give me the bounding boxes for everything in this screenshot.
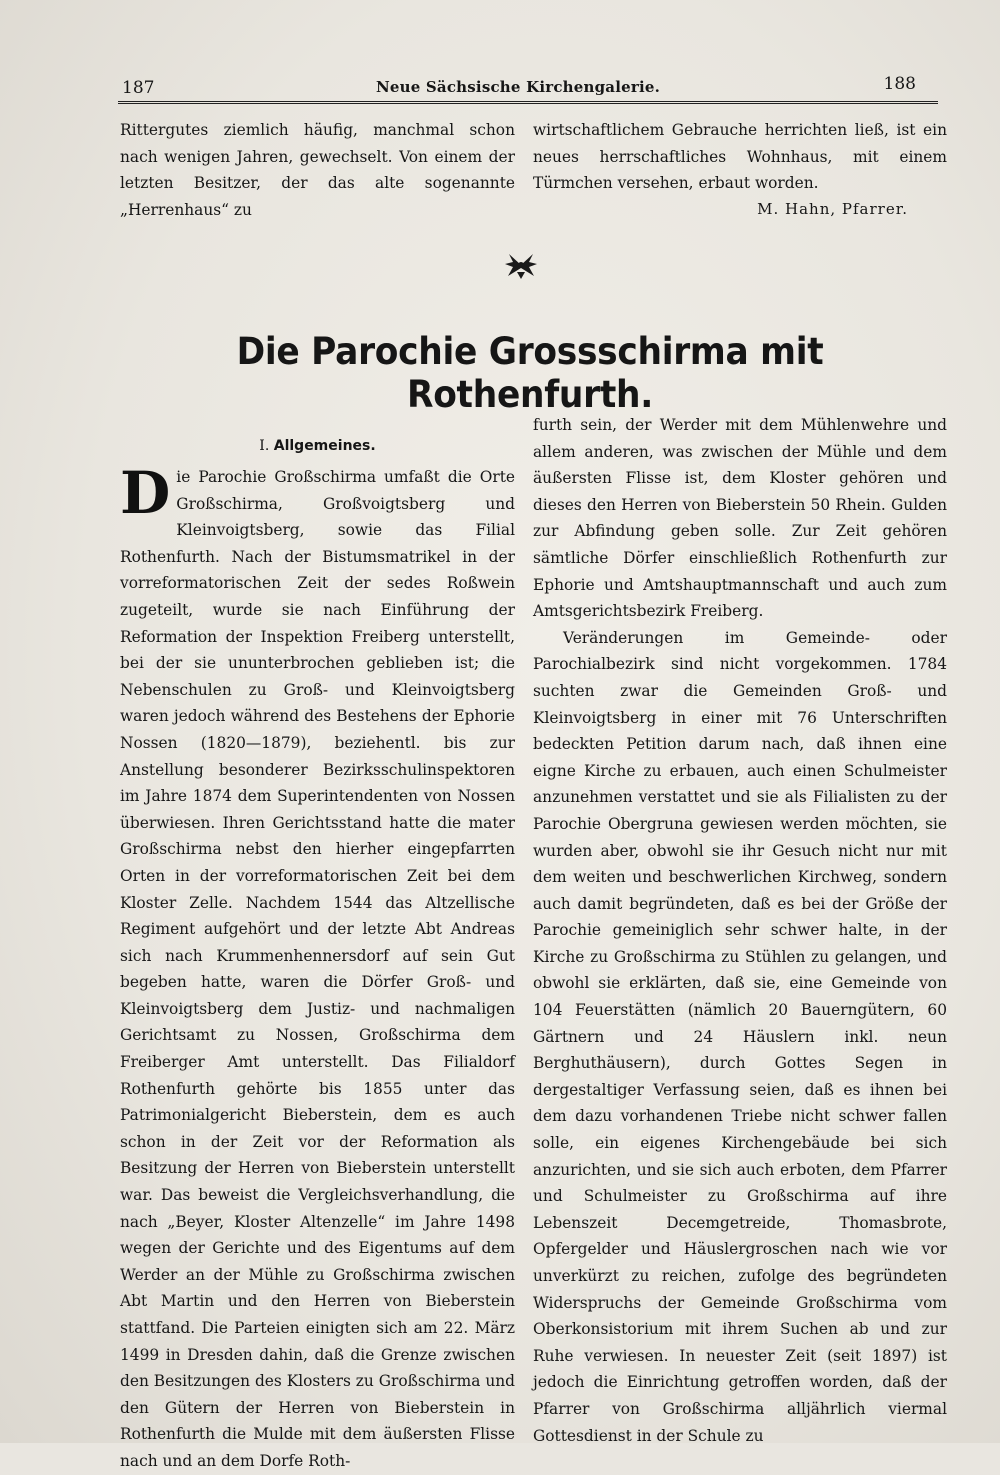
running-header [118, 72, 918, 102]
top-left-column [120, 117, 515, 223]
fleuron-icon [503, 250, 539, 280]
body-left-paragraph [120, 459, 515, 1475]
section-number: I. [259, 438, 270, 454]
body-left-column [120, 459, 515, 1475]
author-signature: M. Hahn, Pfarrer. [757, 200, 908, 218]
drop-cap: D [120, 459, 171, 527]
body-right-paragraph-1: furth sein, der Werder mit dem Mühlenwehre und allem anderen, was zwischen der Mühle und dem äußersten Flisse ist, dem Kloster gehören und dieses den Herren von Bieberstein 50 Rhein. Gulden zur Abfindung geben solle. Zur Zeit gehören sämtliche Dörfer einschließlich Rothenfurth zur Ephorie und Amtshauptmannschaft und auch zum Amtsgerichtsbezirk Freiberg. [533, 416, 947, 621]
body-right-paragraph-2: Veränderungen im Gemeinde- oder Parochialbezirk sind nicht vorgekommen. 1784 suchten zwar die Gemeinden Groß- und Kleinvoigtsberg in einer mit 76 Unterschriften bedeckten Petition darum nach, daß ihnen eine eigne Kirche zu erbauen, auch einen Schulmeister anzunehmen verstattet und sie als Filialisten zu der Parochie Obergruna gewiesen werden möchten, sie wurden aber, obwohl sie ihr Gesuch nicht nur mit dem weiten und beschwerlichen Kirchweg, sondern auch damit begründeten, daß es bei der Größe der Parochie gemeiniglich sehr schwer halte, in der Kirche zu Großschirma zu Stühlen zu gelangen, und obwohl sie erklärten, daß sie, eine Gemeinde von 104 Feuerstätten (nämlich 20 Bauerngütern, 60 Gärtnern und 24 Häuslern inkl. neun Berghuthäusern), durch Gottes Segen in dergestaltiger Verfassung seien, daß es ihnen bei dem dazu vorhandenen Triebe nicht schwer fallen solle, ein eigenes Kirchengebäude bei sich anzurichten, und sie sich auch erboten, dem Pfarrer und Schulmeister zu Großschirma auf ihre Lebenszeit Decemgetreide, Thomasbrote, Opfergelder und Häuslergroschen nach wie vor unverkürzt zu reichen, zufolge des begründeten Widerspruchs der Gemeinde Großschirma vom Oberkonsistorium mit ihrem Suchen ab und zur Ruhe verwiesen. In neuester Zeit (seit 1897) ist jedoch die Einrichtung getroffen worden, daß der Pfarrer von Großschirma alljährlich viermal Gottesdienst in der Schule zu [533, 628, 947, 1445]
section-heading [120, 438, 515, 454]
top-right-column [533, 117, 947, 197]
page-number-left: 187 [122, 78, 155, 98]
section-title: Allgemeines. [273, 438, 376, 454]
header-rule [118, 101, 938, 104]
body-right-column [533, 412, 947, 1449]
article-title: Die Parochie Grossschirma mit Rothenfurth. [236, 330, 824, 416]
top-right-paragraph: wirtschaftlichem Gebrauche herrichten ließ, ist ein neues herrschaftliches Wohnhaus, mit einem Türmchen versehen, erbaut worden. [533, 121, 947, 193]
body-left-text: ie Parochie Großschirma umfaßt die Orte Großschirma, Großvoigtsberg und Kleinvoigtsberg, sowie das Filial Rothenfurth. Nach der Bistumsmatrikel in der vorreformatorischen Zeit der sedes Roßwein zugeteilt, wurde sie nach Einführung der Reformation der Inspektion Freiberg unterstellt, bei der sie ununterbrochen geblieben ist; die Nebenschulen zu Groß- und Kleinvoigtsberg waren jedoch während des Bestehens der Ephorie Nossen (1820—1879), beziehentl. bis zur Anstellung besonderer Bezirksschulinspektoren im Jahre 1874 dem Superintendenten von Nossen überwiesen. Ihren Gerichtsstand hatte die mater Großschirma nebst den hierher eingepfarrten Orten in der vorreformatorischen Zeit bei dem Kloster Zelle. Nachdem 1544 das Altzellische Regiment aufgehört und der letzte Abt Andreas sich nach Krummenhennersdorf auf sein Gut begeben hatte, waren die Dörfer Groß- und Kleinvoigtsberg dem Justiz- und nachmaligen Gerichtsamt zu Nossen, Großschirma dem Freiberger Amt unterstellt. Das Filialdorf Rothenfurth gehörte bis 1855 unter das Patrimonialgericht Bieberstein, dem es auch schon in der Zeit vor der Reformation als Besitzung der Herren von Bieberstein unterstellt war. Das beweist die Vergleichsverhandlung, die nach „Beyer, Kloster Altenzelle“ im Jahre 1498 wegen der Gerichte und des Eigentums auf dem Werder an der Mühle zu Großschirma zwischen Abt Martin und den Herren von Bieberstein stattfand. Die Parteien einigten sich am 22. März 1499 in Dresden dahin, daß die Grenze zwischen den Besitzungen des Klosters zu Großschirma und den Gütern der Herren von Bieberstein in Rothenfurth die Mulde mit dem äußersten Flisse nach und an dem Dorfe Roth- [120, 468, 515, 1470]
top-left-paragraph: Rittergutes ziemlich häufig, manchmal schon nach wenigen Jahren, gewechselt. Von einem der letzten Besitzer, der das alte sogenannte „Herrenhaus“ zu [120, 121, 515, 219]
page-number-right: 188 [883, 74, 916, 94]
running-title: Neue Sächsische Kirchengalerie. [375, 78, 661, 96]
